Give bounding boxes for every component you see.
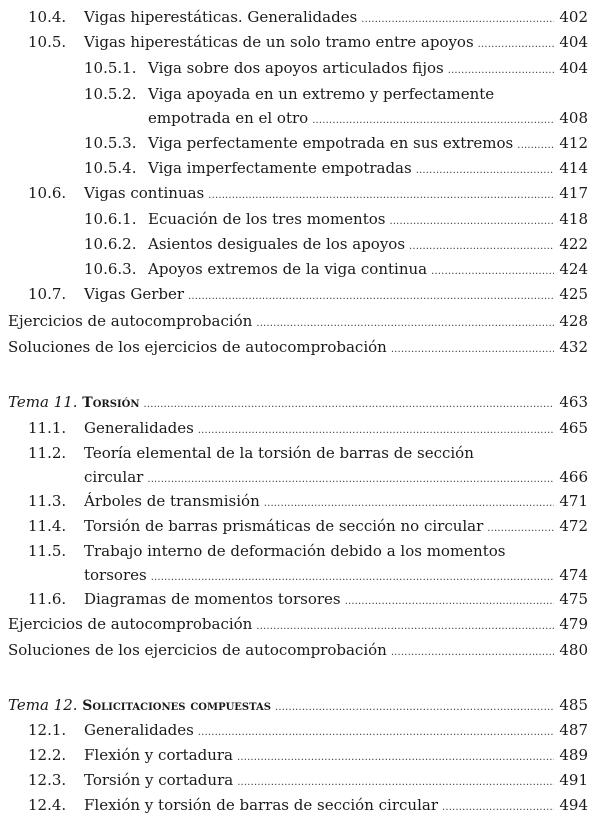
page-number: 425 (559, 285, 588, 303)
page-number: 489 (559, 746, 588, 764)
page-number: 424 (559, 260, 588, 278)
dot-leader (151, 566, 554, 584)
entry-number: 10.6.3. (84, 260, 137, 278)
entry-title: Asientos desiguales de los apoyos (148, 235, 406, 253)
entry-line (84, 542, 505, 560)
page-number: 402 (559, 8, 588, 26)
entry-line (84, 184, 588, 202)
dot-leader (147, 468, 554, 486)
page-number: 487 (559, 721, 588, 739)
dot-leader (361, 8, 554, 26)
tema-label: Tema 12. (8, 696, 78, 714)
entry-line (8, 338, 588, 356)
page-number: 463 (559, 393, 588, 411)
dot-leader (391, 338, 554, 356)
dot-leader (448, 59, 554, 77)
dot-leader (409, 235, 554, 253)
entry-title: Ejercicios de autocomprobación (8, 312, 253, 330)
entry-title: Apoyos extremos de la viga continua (148, 260, 428, 278)
page-number: 465 (559, 419, 588, 437)
entry-line (84, 590, 588, 608)
entry-title: Torsión de barras prismáticas de sección no circular (84, 517, 484, 535)
page-number: 414 (559, 159, 588, 177)
entry-number: 10.6. (28, 184, 67, 202)
entry-title: Vigas continuas (84, 184, 205, 202)
entry-line (84, 285, 588, 303)
entry-title: Viga sobre dos apoyos articulados fijos (148, 59, 444, 77)
entry-title: Soluciones de los ejercicios de autocomprobación (8, 641, 387, 659)
entry-line (8, 615, 588, 633)
entry-line (84, 444, 474, 462)
entry-number: 11.4. (28, 517, 67, 535)
dot-leader (391, 641, 554, 659)
page-number: 472 (559, 517, 588, 535)
entry-number: 10.6.2. (84, 235, 137, 253)
entry-number: 10.4. (28, 8, 67, 26)
dot-leader (188, 285, 554, 303)
entry-title: Soluciones de los ejercicios de autocomprobación (8, 338, 387, 356)
entry-line (148, 134, 588, 152)
entry-title: Vigas hiperestáticas de un solo tramo entre apoyos (84, 33, 474, 51)
entry-title: Árboles de transmisión (84, 492, 260, 510)
dot-leader (431, 260, 554, 278)
page-number: 474 (559, 566, 588, 584)
entry-number: 11.1. (28, 419, 67, 437)
entry-number: 11.5. (28, 542, 67, 560)
entry-number: 11.3. (28, 492, 67, 510)
entry-number: 10.5.2. (84, 85, 137, 103)
entry-line (84, 33, 588, 51)
entry-title: Flexión y torsión de barras de sección circular (84, 796, 438, 814)
page-number: 485 (559, 696, 588, 714)
entry-title: circular (84, 468, 144, 486)
tema-title: Solicitaciones compuestas (82, 698, 272, 714)
entry-number: 10.5.1. (84, 59, 137, 77)
page-number: 428 (559, 312, 588, 330)
entry-number: 12.4. (28, 796, 67, 814)
tema-label: Tema 11. (8, 393, 78, 411)
entry-line (8, 312, 588, 330)
dot-leader (198, 721, 554, 739)
entry-line (148, 59, 588, 77)
entry-line (8, 696, 588, 714)
page-number: 422 (559, 235, 588, 253)
entry-title: Teoría elemental de la torsión de barras de sección (84, 444, 474, 462)
page-number: 471 (559, 492, 588, 510)
entry-title: Ejercicios de autocomprobación (8, 615, 253, 633)
entry-number: 11.2. (28, 444, 67, 462)
entry-title: Trabajo interno de deformación debido a los momentos (84, 542, 506, 560)
entry-title: torsores (84, 566, 147, 584)
entry-number: 10.5.4. (84, 159, 137, 177)
page-number: 404 (559, 59, 588, 77)
entry-number: 10.5.3. (84, 134, 137, 152)
dot-leader (389, 210, 554, 228)
page-number: 475 (559, 590, 588, 608)
dot-leader (442, 796, 554, 814)
entry-line (148, 109, 588, 127)
page-number: 417 (559, 184, 588, 202)
dot-leader (487, 517, 554, 535)
entry-number: 10.5. (28, 33, 67, 51)
entry-title: Vigas Gerber (84, 285, 185, 303)
dot-leader (256, 312, 554, 330)
page-number: 479 (559, 615, 588, 633)
dot-leader (198, 419, 554, 437)
entry-line (84, 468, 588, 486)
page-number: 494 (559, 796, 588, 814)
dot-leader (345, 590, 554, 608)
entry-number: 12.1. (28, 721, 67, 739)
dot-leader (264, 492, 554, 510)
dot-leader (208, 184, 554, 202)
entry-line (148, 260, 588, 278)
entry-number: 11.6. (28, 590, 67, 608)
dot-leader (144, 393, 555, 411)
entry-number: 10.7. (28, 285, 67, 303)
dot-leader (517, 134, 554, 152)
entry-title: Flexión y cortadura (84, 746, 233, 764)
page-number: 418 (559, 210, 588, 228)
dot-leader (256, 615, 554, 633)
entry-title: Viga perfectamente empotrada en sus extremos (148, 134, 514, 152)
entry-line (84, 419, 588, 437)
page-number: 466 (559, 468, 588, 486)
page-number: 432 (559, 338, 588, 356)
dot-leader (416, 159, 554, 177)
entry-line (8, 393, 588, 411)
entry-number: 10.6.1. (84, 210, 137, 228)
entry-line (84, 517, 588, 535)
entry-title: Viga apoyada en un extremo y perfectamente (148, 85, 495, 103)
entry-title: Generalidades (84, 721, 194, 739)
tema-title: Torsión (82, 395, 140, 411)
entry-line (84, 721, 588, 739)
entry-title: empotrada en el otro (148, 109, 309, 127)
page-number: 404 (559, 33, 588, 51)
entry-line (148, 159, 588, 177)
entry-line (84, 771, 588, 789)
entry-line (148, 210, 588, 228)
entry-line (84, 566, 588, 584)
entry-number: 12.3. (28, 771, 67, 789)
entry-title: Ecuación de los tres momentos (148, 210, 386, 228)
entry-title: Torsión y cortadura (84, 771, 234, 789)
dot-leader (237, 746, 554, 764)
entry-line (84, 8, 588, 26)
entry-line (148, 235, 588, 253)
entry-line (8, 641, 588, 659)
dot-leader (275, 696, 554, 714)
entry-title: Diagramas de momentos torsores (84, 590, 341, 608)
entry-line (84, 746, 588, 764)
page-number: 491 (559, 771, 588, 789)
entry-line (84, 796, 588, 814)
entry-number: 12.2. (28, 746, 67, 764)
entry-title: Generalidades (84, 419, 194, 437)
page-number: 408 (559, 109, 588, 127)
dot-leader (312, 109, 554, 127)
entry-line (84, 492, 588, 510)
entry-title: Vigas hiperestáticas. Generalidades (84, 8, 358, 26)
dot-leader (237, 771, 554, 789)
dot-leader (478, 33, 554, 51)
page-number: 480 (559, 641, 588, 659)
entry-title: Viga imperfectamente empotradas (148, 159, 412, 177)
entry-line (148, 85, 494, 103)
page-number: 412 (559, 134, 588, 152)
